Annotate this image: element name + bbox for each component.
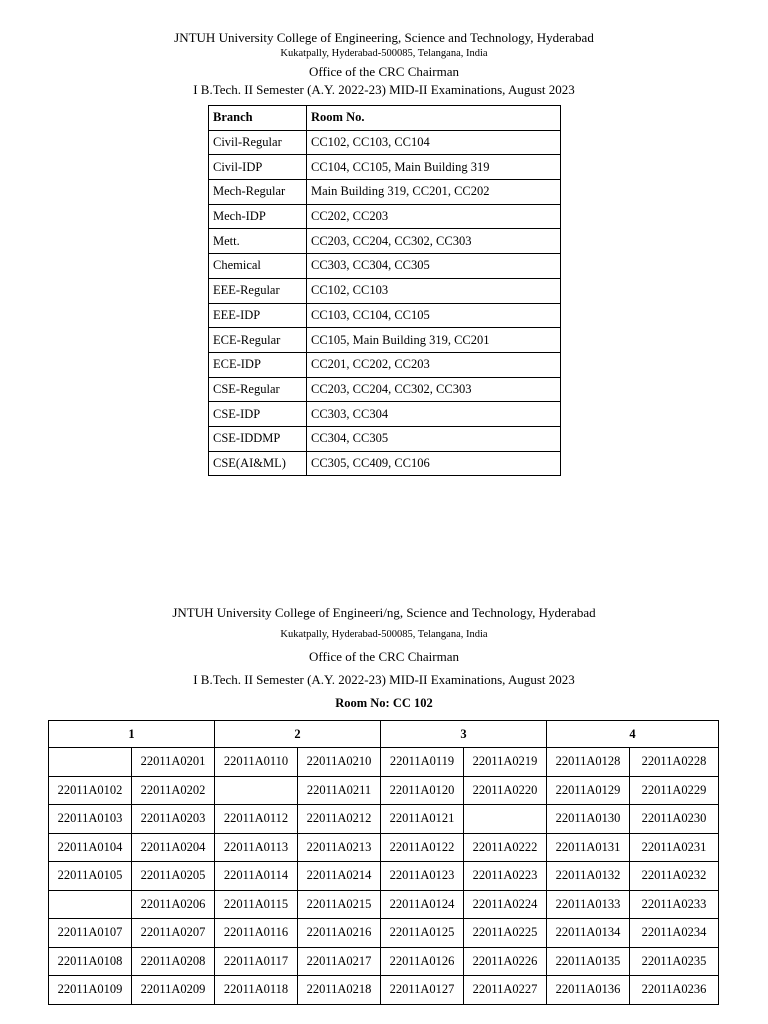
seat-cell: [49, 748, 132, 777]
seat-cell: 22011A0205: [132, 862, 215, 891]
column-header-branch: Branch: [209, 106, 307, 131]
seat-cell: 22011A0225: [464, 919, 547, 948]
room-cell: CC104, CC105, Main Building 319: [307, 155, 561, 180]
seat-cell: 22011A0206: [132, 890, 215, 919]
table-row: [209, 328, 561, 353]
seat-cell: 22011A0133: [547, 890, 630, 919]
branch-cell: ECE-IDP: [209, 352, 307, 377]
branch-cell: Civil-Regular: [209, 130, 307, 155]
seat-cell: 22011A0134: [547, 919, 630, 948]
table-row: [209, 352, 561, 377]
seat-cell: 22011A0110: [215, 748, 298, 777]
seating-row: [49, 748, 719, 777]
seat-cell: 22011A0229: [630, 776, 719, 805]
branch-cell: Civil-IDP: [209, 155, 307, 180]
seat-cell: 22011A0208: [132, 947, 215, 976]
table-header-row: [209, 106, 561, 131]
branch-cell: EEE-IDP: [209, 303, 307, 328]
branch-cell: Mech-Regular: [209, 180, 307, 205]
seating-row: [49, 890, 719, 919]
room-cell: CC103, CC104, CC105: [307, 303, 561, 328]
seat-cell: 22011A0102: [49, 776, 132, 805]
seat-cell: [215, 776, 298, 805]
seat-cell: 22011A0112: [215, 805, 298, 834]
seat-cell: 22011A0231: [630, 833, 719, 862]
seating-row: [49, 776, 719, 805]
column-header-room: Room No.: [307, 106, 561, 131]
office-title-2: Office of the CRC Chairman: [309, 649, 459, 664]
seat-cell: 22011A0115: [215, 890, 298, 919]
table-row: [209, 180, 561, 205]
room-cell: CC203, CC204, CC302, CC303: [307, 377, 561, 402]
seating-row: [49, 862, 719, 891]
exam-title: I B.Tech. II Semester (A.Y. 2022-23) MID-II Examinations, August 2023: [193, 82, 575, 97]
room-cell: CC202, CC203: [307, 204, 561, 229]
seat-cell: 22011A0209: [132, 976, 215, 1005]
table-row: [209, 402, 561, 427]
seat-cell: 22011A0103: [49, 805, 132, 834]
branch-cell: CSE-IDP: [209, 402, 307, 427]
room-cell: CC303, CC304: [307, 402, 561, 427]
seat-cell: 22011A0114: [215, 862, 298, 891]
seat-cell: 22011A0108: [49, 947, 132, 976]
seat-cell: 22011A0127: [381, 976, 464, 1005]
table-row: [209, 303, 561, 328]
table-row: [209, 451, 561, 476]
seat-cell: 22011A0109: [49, 976, 132, 1005]
university-title-2: JNTUH University College of Engineeri/ng, Science and Technology, Hyderabad: [172, 605, 596, 620]
seat-cell: 22011A0222: [464, 833, 547, 862]
seat-cell: 22011A0212: [298, 805, 381, 834]
branch-cell: Chemical: [209, 254, 307, 279]
table-row: [209, 229, 561, 254]
address-2: Kukatpally, Hyderabad-500085, Telangana, India: [280, 629, 488, 640]
seat-cell: 22011A0228: [630, 748, 719, 777]
seat-cell: 22011A0220: [464, 776, 547, 805]
branch-cell: EEE-Regular: [209, 278, 307, 303]
seat-cell: 22011A0118: [215, 976, 298, 1005]
seat-cell: 22011A0119: [381, 748, 464, 777]
seat-cell: 22011A0234: [630, 919, 719, 948]
seat-cell: 22011A0136: [547, 976, 630, 1005]
table-row: [209, 278, 561, 303]
seat-cell: 22011A0210: [298, 748, 381, 777]
branch-cell: CSE(AI&ML): [209, 451, 307, 476]
seat-cell: 22011A0236: [630, 976, 719, 1005]
table-row: [209, 254, 561, 279]
room-cell: CC102, CC103, CC104: [307, 130, 561, 155]
seat-cell: 22011A0125: [381, 919, 464, 948]
table-row: [209, 426, 561, 451]
room-cell: CC102, CC103: [307, 278, 561, 303]
seat-cell: 22011A0126: [381, 947, 464, 976]
branch-cell: CSE-Regular: [209, 377, 307, 402]
seat-cell: 22011A0213: [298, 833, 381, 862]
seat-cell: 22011A0203: [132, 805, 215, 834]
seat-cell: 22011A0207: [132, 919, 215, 948]
seat-cell: 22011A0218: [298, 976, 381, 1005]
university-title: JNTUH University College of Engineering, Science and Technology, Hyderabad: [174, 30, 594, 45]
seat-cell: 22011A0230: [630, 805, 719, 834]
address: Kukatpally, Hyderabad-500085, Telangana, India: [280, 48, 488, 59]
seat-cell: 22011A0232: [630, 862, 719, 891]
seating-row: [49, 947, 719, 976]
seat-cell: 22011A0128: [547, 748, 630, 777]
room-cell: CC304, CC305: [307, 426, 561, 451]
seat-cell: 22011A0104: [49, 833, 132, 862]
room-cell: CC203, CC204, CC302, CC303: [307, 229, 561, 254]
seat-cell: 22011A0130: [547, 805, 630, 834]
branch-cell: CSE-IDDMP: [209, 426, 307, 451]
seat-cell: 22011A0211: [298, 776, 381, 805]
seating-row: [49, 833, 719, 862]
seat-cell: 22011A0122: [381, 833, 464, 862]
branch-cell: Mett.: [209, 229, 307, 254]
seat-cell: 22011A0215: [298, 890, 381, 919]
seat-cell: 22011A0117: [215, 947, 298, 976]
seat-cell: 22011A0124: [381, 890, 464, 919]
seating-group-row: [49, 721, 719, 748]
seat-cell: [49, 890, 132, 919]
seating-row: [49, 805, 719, 834]
seat-cell: 22011A0214: [298, 862, 381, 891]
branch-room-table: [208, 105, 561, 476]
seat-cell: 22011A0233: [630, 890, 719, 919]
seat-cell: 22011A0135: [547, 947, 630, 976]
table-row: [209, 155, 561, 180]
seat-cell: 22011A0107: [49, 919, 132, 948]
group-header: 4: [547, 721, 719, 748]
seat-cell: 22011A0201: [132, 748, 215, 777]
office-title: Office of the CRC Chairman: [309, 64, 459, 79]
room-cell: Main Building 319, CC201, CC202: [307, 180, 561, 205]
table-row: [209, 377, 561, 402]
room-cell: CC201, CC202, CC203: [307, 352, 561, 377]
group-header: 1: [49, 721, 215, 748]
seat-cell: 22011A0216: [298, 919, 381, 948]
seating-row: [49, 976, 719, 1005]
room-cell: CC303, CC304, CC305: [307, 254, 561, 279]
seat-cell: 22011A0204: [132, 833, 215, 862]
seat-cell: 22011A0113: [215, 833, 298, 862]
group-header: 2: [215, 721, 381, 748]
seat-cell: 22011A0202: [132, 776, 215, 805]
seat-cell: 22011A0226: [464, 947, 547, 976]
seat-cell: 22011A0123: [381, 862, 464, 891]
seat-cell: 22011A0235: [630, 947, 719, 976]
room-cell: CC305, CC409, CC106: [307, 451, 561, 476]
room-cell: CC105, Main Building 319, CC201: [307, 328, 561, 353]
seat-cell: 22011A0217: [298, 947, 381, 976]
branch-cell: Mech-IDP: [209, 204, 307, 229]
seat-cell: 22011A0132: [547, 862, 630, 891]
table-row: [209, 204, 561, 229]
exam-title-2: I B.Tech. II Semester (A.Y. 2022-23) MID-II Examinations, August 2023: [193, 672, 575, 687]
room-number: Room No: CC 102: [335, 696, 433, 710]
seat-cell: 22011A0224: [464, 890, 547, 919]
seating-table: [48, 720, 719, 1005]
seat-cell: 22011A0120: [381, 776, 464, 805]
seat-cell: 22011A0131: [547, 833, 630, 862]
seat-cell: 22011A0116: [215, 919, 298, 948]
seat-cell: 22011A0121: [381, 805, 464, 834]
seat-cell: [464, 805, 547, 834]
seat-cell: 22011A0219: [464, 748, 547, 777]
seating-row: [49, 919, 719, 948]
seat-cell: 22011A0105: [49, 862, 132, 891]
branch-cell: ECE-Regular: [209, 328, 307, 353]
group-header: 3: [381, 721, 547, 748]
table-row: [209, 130, 561, 155]
seat-cell: 22011A0223: [464, 862, 547, 891]
seat-cell: 22011A0129: [547, 776, 630, 805]
seat-cell: 22011A0227: [464, 976, 547, 1005]
